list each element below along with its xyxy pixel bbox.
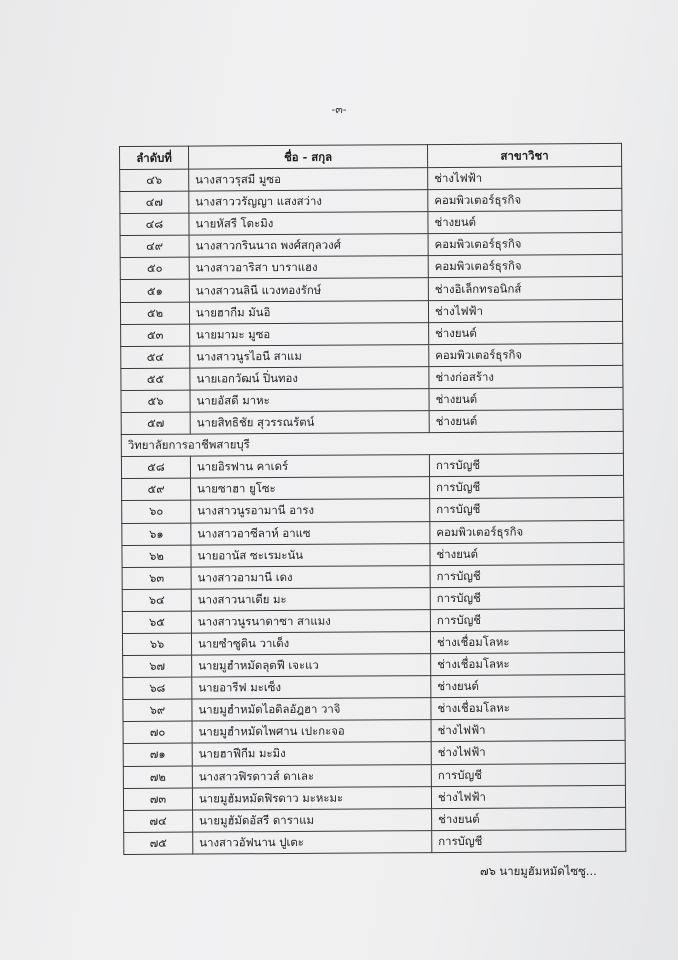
student-name: นางสาวนูรนาดาซา สาแมง <box>191 609 430 633</box>
student-name: นายหัสรี โตะมิง <box>189 212 428 236</box>
student-major: การบัญชี <box>430 498 624 521</box>
section-title: วิทยาลัยการอาชีพสายบุรี <box>121 432 623 457</box>
student-major: การบัญชี <box>430 608 624 631</box>
student-name: นายอิรฟาน คาเดร์ <box>190 455 429 479</box>
student-major: ช่างไฟฟ้า <box>428 166 622 189</box>
table-row <box>123 785 625 810</box>
student-name: นายอัสดี มาหะ <box>190 389 429 413</box>
table-row <box>121 454 623 479</box>
student-name: นายอานัส ซะเรมะนัน <box>191 543 430 567</box>
table-row <box>120 211 622 236</box>
table-row <box>122 564 624 589</box>
student-major: ช่างยนต์ <box>430 542 624 565</box>
table-row <box>121 387 623 412</box>
row-number: ๖๗ <box>123 655 192 678</box>
student-name: นายมูฮัมัดอัสรี ดาราแม <box>193 808 432 832</box>
student-major: ช่างไฟฟ้า <box>431 785 625 808</box>
roster-group-1 <box>120 166 624 434</box>
page-number: -๓- <box>331 103 347 116</box>
row-number: ๕๗ <box>121 412 190 435</box>
student-major: ช่างยนต์ <box>429 321 623 344</box>
row-number: ๗๒ <box>123 766 192 789</box>
header-major: สาขาวิชา <box>427 143 621 167</box>
student-major: ช่างก่อสร้าง <box>429 365 623 388</box>
row-number: ๖๕ <box>122 611 191 634</box>
student-name: นายมูฮำหมัดไอดิลอัฎฮา วาจิ <box>192 698 431 722</box>
student-name: นายฮาฟีกีม มะมิง <box>192 742 431 766</box>
roster-group-2 <box>121 454 625 855</box>
header-no: ลำดับที่ <box>120 146 189 169</box>
student-major: การบัญชี <box>429 454 623 477</box>
table-row <box>121 365 623 390</box>
student-major: การบัญชี <box>432 829 626 852</box>
row-number: ๔๙ <box>120 235 189 258</box>
table-row <box>120 166 622 191</box>
student-major: ช่างยนต์ <box>429 409 623 432</box>
student-name: นางสาวอามานี เดง <box>191 565 430 589</box>
student-major: คอมพิวเตอร์ธุรกิจ <box>428 255 622 278</box>
student-major: ช่างเชื่อมโลหะ <box>430 630 624 653</box>
row-number: ๖๙ <box>123 699 192 722</box>
student-major: ช่างไฟฟ้า <box>431 719 625 742</box>
student-major: ช่างยนต์ <box>429 387 623 410</box>
student-major: ช่างยนต์ <box>432 807 626 830</box>
student-name: นายสิทธิชัย สุวรรณรัตน์ <box>190 411 429 435</box>
row-number: ๕๕ <box>121 368 190 391</box>
student-major: ช่างอิเล็กทรอนิกส์ <box>428 277 622 300</box>
row-number: ๔๖ <box>120 169 189 192</box>
student-major: การบัญชี <box>430 476 624 499</box>
student-name: นายซำซูดิน วาเด็ง <box>191 632 430 656</box>
student-name: นายฮากีม มันอิ <box>189 300 428 324</box>
table-row <box>123 697 625 722</box>
table-row <box>123 719 625 744</box>
table-row <box>120 255 622 280</box>
row-number: ๗๕ <box>124 832 193 855</box>
table-row <box>122 542 624 567</box>
row-number: ๔๘ <box>120 213 189 236</box>
row-number: ๗๑ <box>123 744 192 767</box>
table-header-row <box>120 143 622 169</box>
row-number: ๖๓ <box>122 567 191 590</box>
student-name: นางสาวฟิรดาวส์ ดาเละ <box>192 764 431 788</box>
table-row <box>122 498 624 523</box>
row-number: ๔๗ <box>120 191 189 214</box>
row-number: ๕๒ <box>120 302 189 325</box>
student-major: คอมพิวเตอร์ธุรกิจ <box>429 343 623 366</box>
row-number: ๖๔ <box>122 589 191 612</box>
student-name: นายเอกวัฒน์ ปิ่นทอง <box>190 366 429 390</box>
table-row <box>122 608 624 633</box>
student-major: ช่างเชื่อมโลหะ <box>431 652 625 675</box>
student-name: นายมูฮำหมัดลุตฟี เจะแว <box>192 654 431 678</box>
student-roster-table <box>119 143 626 855</box>
row-number: ๕๖ <box>121 390 190 413</box>
student-name: นายมูฮำหมัดไพศาน เปะกะจอ <box>192 720 431 744</box>
student-major: การบัญชี <box>430 586 624 609</box>
header-name: ชื่อ - สกุล <box>189 145 428 169</box>
student-name: นายซาฮา ยูโซะ <box>191 477 430 501</box>
student-name: นายอารีฟ มะเซ็ง <box>192 676 431 700</box>
table-row <box>120 277 622 302</box>
student-name: นางสาวนูรอามานี อารง <box>191 499 430 523</box>
student-major: ช่างยนต์ <box>431 675 625 698</box>
table-row <box>124 807 626 832</box>
row-number: ๕๐ <box>120 257 189 280</box>
table-row <box>121 343 623 368</box>
table-row <box>124 829 626 854</box>
row-number: ๖๒ <box>122 545 191 568</box>
student-major: ช่างไฟฟ้า <box>431 741 625 764</box>
student-name: นางสาวอาซีลาห์ อาแซ <box>191 521 430 545</box>
student-major: การบัญชี <box>430 564 624 587</box>
table-row <box>123 763 625 788</box>
row-number: ๕๓ <box>121 324 190 347</box>
student-name: นางสาวนูรไอนี สาแม <box>190 344 429 368</box>
row-number: ๕๔ <box>121 346 190 369</box>
row-number: ๖๑ <box>122 523 191 546</box>
table-row <box>123 652 625 677</box>
row-number: ๕๘ <box>121 456 190 479</box>
row-number: ๕๙ <box>122 478 191 501</box>
row-number: ๗๔ <box>124 810 193 833</box>
table-row <box>122 520 624 545</box>
student-name: นางสาววรัญญา แสงสว่าง <box>189 190 428 214</box>
student-name: นางสาวกรินนาถ พงศ์สกุลวงศ์ <box>189 234 428 258</box>
row-number: ๖๘ <box>123 677 192 700</box>
table-row <box>120 189 622 214</box>
table-row <box>123 741 625 766</box>
student-name: นางสาวนลินี แวงทองรักษ์ <box>189 278 428 302</box>
table-row <box>123 675 625 700</box>
student-name: นายมูฮัมหมัดฟิรดาว มะหะมะ <box>192 786 431 810</box>
table-row <box>122 586 624 611</box>
row-number: ๗๐ <box>123 721 192 744</box>
student-major: การบัญชี <box>431 763 625 786</box>
student-name: นางสาวอัฟนาน ปูเตะ <box>193 830 432 854</box>
row-number: ๗๓ <box>123 788 192 811</box>
student-major: คอมพิวเตอร์ธุรกิจ <box>428 233 622 256</box>
row-number: ๕๑ <box>120 280 189 303</box>
row-number: ๖๐ <box>122 500 191 523</box>
student-major: คอมพิวเตอร์ธุรกิจ <box>428 189 622 212</box>
student-name: นายมามะ มูซอ <box>190 322 429 346</box>
student-major: ช่างไฟฟ้า <box>428 299 622 322</box>
table-row <box>122 476 624 501</box>
student-name: นางสาวรุสมี มูซอ <box>189 168 428 192</box>
student-major: ช่างเชื่อมโลหะ <box>431 697 625 720</box>
student-major: คอมพิวเตอร์ธุรกิจ <box>430 520 624 543</box>
continued-note: ๗๖ นายมูฮัมหมัดไซซู... <box>480 864 597 878</box>
table-row <box>122 630 624 655</box>
table-row <box>120 233 622 258</box>
row-number: ๖๖ <box>122 633 191 656</box>
roster-section <box>121 432 623 457</box>
student-major: ช่างยนต์ <box>428 211 622 234</box>
table-row <box>121 321 623 346</box>
table-row <box>120 299 622 324</box>
table-row <box>121 409 623 434</box>
section-row <box>121 432 623 457</box>
student-name: นางสาวอาริสา บาราแฮง <box>189 256 428 280</box>
student-name: นางสาวนาเดีย มะ <box>191 587 430 611</box>
